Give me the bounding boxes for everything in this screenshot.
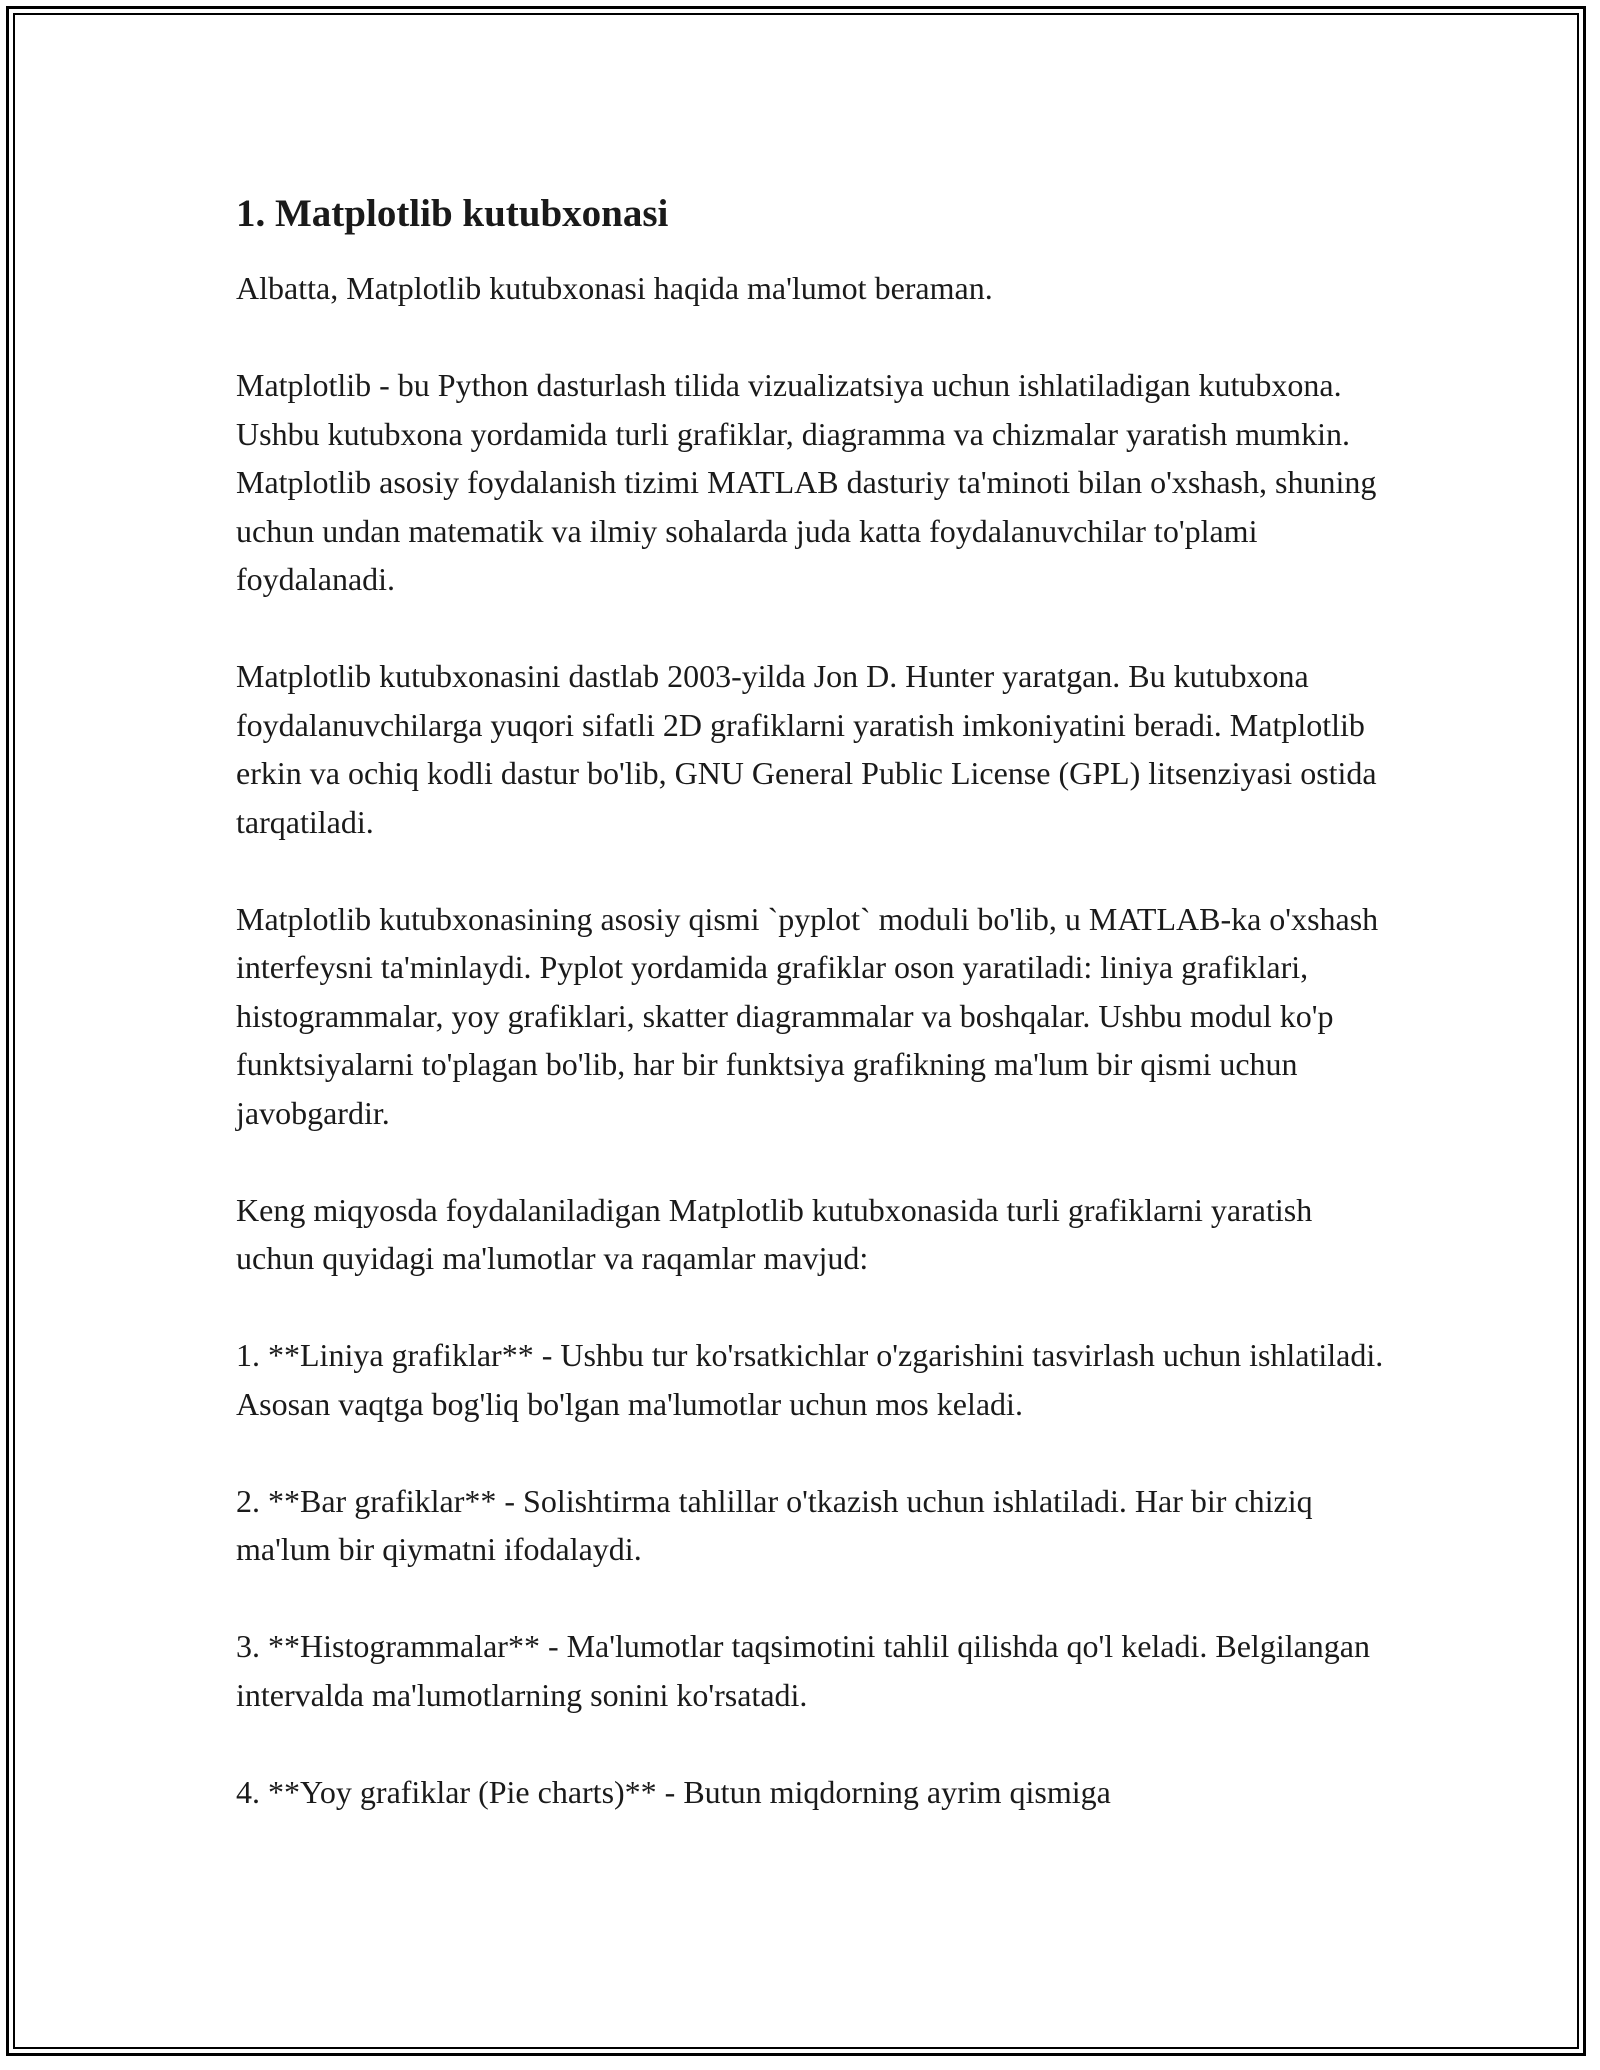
document-body xyxy=(236,190,1386,1816)
paragraph-pyplot: Matplotlib kutubxonasining asosiy qismi `pyplot` moduli bo'lib, u MATLAB-ka o'xshash interfeysni ta'minlaydi. Pyplot yordamida grafiklar oson yaratiladi: liniya grafiklari, histogrammalar, yoy grafiklari, skatter diagrammalar va boshqalar. Ushbu modul ko'p funktsiyalarni to'plagan bo'lib, har bir funktsiya grafikning ma'lum bir qismi uchun javobgardir. xyxy=(236,900,1379,1131)
paragraph-intro: Albatta, Matplotlib kutubxonasi haqida ma'lumot beraman. xyxy=(236,270,993,306)
list-item-bar-charts: 2. **Bar grafiklar** - Solishtirma tahlillar o'tkazish uchun ishlatiladi. Har bir chiziq ma'lum bir qiymatni ifodalaydi. xyxy=(236,1482,1313,1567)
list-item-pie-charts: 4. **Yoy grafiklar (Pie charts)** - Butun miqdorning ayrim qismiga xyxy=(236,1773,1111,1810)
list-item-line-charts: 1. **Liniya grafiklar** - Ushbu tur ko'rsatkichlar o'zgarishini tasvirlash uchun ishlatiladi. Asosan vaqtga bog'liq bo'lgan ma'lumotlar uchun mos keladi. xyxy=(236,1337,1384,1422)
paragraph-chart-types-intro: Keng miqyosda foydalaniladigan Matplotlib kutubxonasida turli grafiklarni yaratish uchun quyidagi ma'lumotlar va raqamlar mavjud: xyxy=(236,1191,1313,1276)
list-item-histograms: 3. **Histogrammalar** - Ma'lumotlar taqsimotini tahlil qilishda qo'l keladi. Belgilangan intervalda ma'lumotlarning sonini ko'rsatadi. xyxy=(236,1628,1370,1713)
document-title: 1. Matplotlib kutubxonasi xyxy=(236,192,669,235)
paragraph-definition: Matplotlib - bu Python dasturlash tilida vizualizatsiya uchun ishlatiladigan kutubxona. Ushbu kutubxona yordamida turli grafiklar, diagramma va chizmalar yaratish mumkin. Matplotlib asosiy foydalanish tizimi MATLAB dasturiy ta'minoti bilan o'xshash, shuning uchun undan matematik va ilmiy sohalarda juda katta foydalanuvchilar to'plami foydalanadi. xyxy=(236,367,1377,597)
paragraph-history: Matplotlib kutubxonasini dastlab 2003-yilda Jon D. Hunter yaratgan. Bu kutubxona foydalanuvchilarga yuqori sifatli 2D grafiklarni yaratish imkoniyatini beradi. Matplotlib erkin va ochiq kodli dastur bo'lib, GNU General Public License (GPL) litsenziyasi ostida tarqatiladi. xyxy=(236,658,1377,840)
